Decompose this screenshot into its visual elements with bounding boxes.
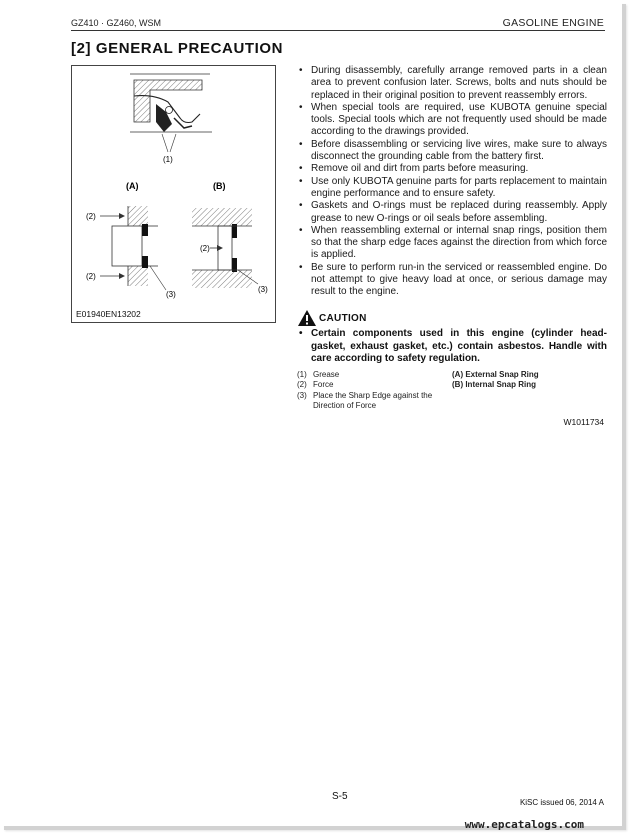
header-rule [71, 30, 605, 31]
precaution-item: • Before disassembling or servicing live wires, make sure to always disconnect the grounding cable from the battery first. [297, 139, 607, 164]
label-b: (B) [213, 181, 226, 191]
section-title: [2] GENERAL PRECAUTION [71, 40, 284, 57]
callout-2c-label: (2) [200, 244, 210, 253]
figure-code: E01940EN13202 [76, 309, 141, 319]
callout-1-label: (1) [163, 155, 173, 164]
legend-internal-snap-ring: (B) Internal Snap Ring [452, 380, 536, 390]
callout-2a-label: (2) [86, 212, 96, 221]
legend-num-3: (3) [297, 390, 307, 400]
page-number: S-5 [332, 791, 348, 802]
external-snap-ring-drawing [100, 206, 166, 290]
precaution-item: • When reassembling external or internal snap rings, position them so that the sharp edge faces against the direction from which force is applied. [297, 225, 607, 262]
legend-external-snap-ring: (A) External Snap Ring [452, 370, 539, 379]
caution-text: • Certain components used in this engine (cylinder head-gasket, exhaust gasket, etc.) contain asbestos. Handle with care according to safety regulation. [297, 328, 607, 366]
precaution-item: • Use only KUBOTA genuine parts for parts replacement to maintain engine performance and to ensure safety. [297, 176, 607, 201]
callout-3a-label: (3) [166, 290, 176, 299]
precaution-item: • Remove oil and dirt from parts before measuring. [297, 163, 607, 175]
header-model: GZ410 · GZ460, WSM [71, 18, 162, 28]
reference-code: W1011734 [563, 417, 604, 427]
callout-3b-label: (3) [258, 285, 268, 294]
precaution-item: • Be sure to perform run-in the serviced or reassembled engine. Do not attempt to give heavy load at once, or serious damage may result to the engine. [297, 262, 607, 299]
figure-box [71, 65, 276, 323]
issue-note: KiSC issued 06, 2014 A [519, 798, 604, 807]
header-section: GASOLINE ENGINE [502, 17, 604, 29]
precaution-item: • When special tools are required, use KUBOTA genuine special tools. Special tools which are not frequently used should be made according to the drawings provided. [297, 102, 607, 139]
legend-num-1: (1) [297, 370, 307, 379]
legend-sharp-edge: Place the Sharp Edge against the [313, 390, 433, 400]
watermark: www.epcatalogs.com [464, 818, 584, 831]
precaution-item: • Gaskets and O-rings must be replaced during reassembly. Apply grease to new O-rings or oil seals before assembling. [297, 200, 607, 225]
legend-force: Force [313, 380, 334, 390]
label-a: (A) [126, 181, 139, 191]
legend-grease: Grease [313, 370, 340, 379]
snap-ring-figure [72, 66, 275, 322]
legend-direction: Direction of Force [313, 401, 377, 411]
oil-seal-drawing [130, 74, 212, 152]
legend-num-2: (2) [297, 380, 307, 390]
caution-label: CAUTION [319, 313, 367, 324]
warning-triangle-icon [297, 309, 317, 327]
precaution-item: • During disassembly, carefully arrange removed parts in a clean area to prevent confusion later. Screws, bolts and nuts should be replaced in their original position to prevent reassembly errors. [297, 65, 607, 102]
callout-2b-label: (2) [86, 272, 96, 281]
precaution-list [297, 65, 607, 299]
